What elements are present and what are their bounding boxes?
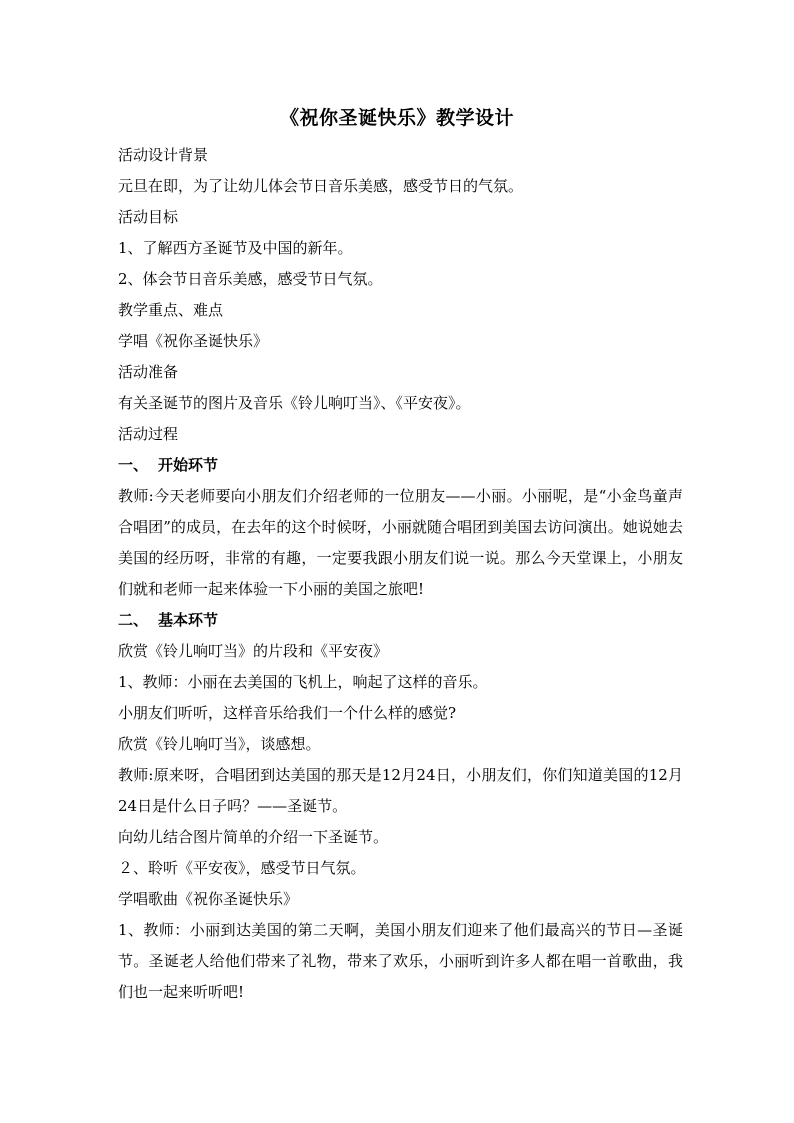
section-number: 二、 (118, 611, 149, 629)
text-line: 活动准备 (118, 363, 179, 381)
paragraph: 教师:原来呀，合唱团到达美国的那天是12月24日，小朋友们，你们知道美国的12月24日是什么日子吗？——圣诞节。 (118, 766, 683, 815)
text-line: 2、体会节日音乐美感，感受节日气氛。 (118, 270, 383, 288)
text-line: 向幼儿结合图片简单的介绍一下圣诞节。 (118, 828, 389, 846)
section-heading-text: 开始环节 (158, 456, 219, 474)
text-line: 欣赏《铃儿响叮当》的片段和《平安夜》 (118, 642, 389, 660)
text-line: 元旦在即，为了让幼儿体会节日音乐美感，感受节日的气氛。 (118, 177, 524, 195)
text-line: 学唱歌曲《祝你圣诞快乐》 (118, 890, 299, 908)
section-heading (118, 450, 683, 481)
text-line: 有关圣诞节的图片及音乐《铃儿响叮当》、《平安夜》。 (118, 394, 471, 412)
text-line: 活动设计背景 (118, 146, 209, 164)
text-line: 1、教师：小丽在去美国的飞机上，响起了这样的音乐。 (118, 673, 488, 691)
text-line: 1、了解西方圣诞节及中国的新年。 (118, 239, 353, 257)
text-line: 小朋友们听听，这样音乐给我们一个什么样的感觉? (118, 704, 457, 722)
document-title: 《祝你圣诞快乐》教学设计 (279, 107, 514, 129)
paragraph: 1、教师：小丽到达美国的第二天啊，美国小朋友们迎来了他们最高兴的节日—圣诞节。圣诞老人给他们带来了礼物，带来了欢乐，小丽听到许多人都在唱一首歌曲，我们也一起来听听吧! (118, 921, 683, 1001)
section-number: 一、 (118, 456, 149, 474)
section-heading (118, 605, 683, 636)
text-line: 教学重点、难点 (118, 301, 224, 319)
text-line: 活动目标 (118, 208, 179, 226)
document-body (118, 140, 683, 1008)
section-heading-text: 基本环节 (158, 611, 219, 629)
text-line: 学唱《祝你圣诞快乐》 (118, 332, 269, 350)
paragraph: 教师:今天老师要向小朋友们介绍老师的一位朋友——小丽。小丽呢，是“小金鸟童声合唱团”的成员，在去年的这个时候呀，小丽就随合唱团到美国去访问演出。她说她去美国的经历呀，非常的有趣，一定要我跟小朋友们说一说。那么今天堂课上，小朋友们就和老师一起来体验一下小丽的美国之旅吧! (118, 487, 683, 598)
text-line: 欣赏《铃儿响叮当》，谈感想。 (118, 735, 321, 753)
text-line: 活动过程 (118, 425, 179, 443)
text-line: ２、聆听《平安夜》，感受节日气氛。 (118, 859, 366, 877)
